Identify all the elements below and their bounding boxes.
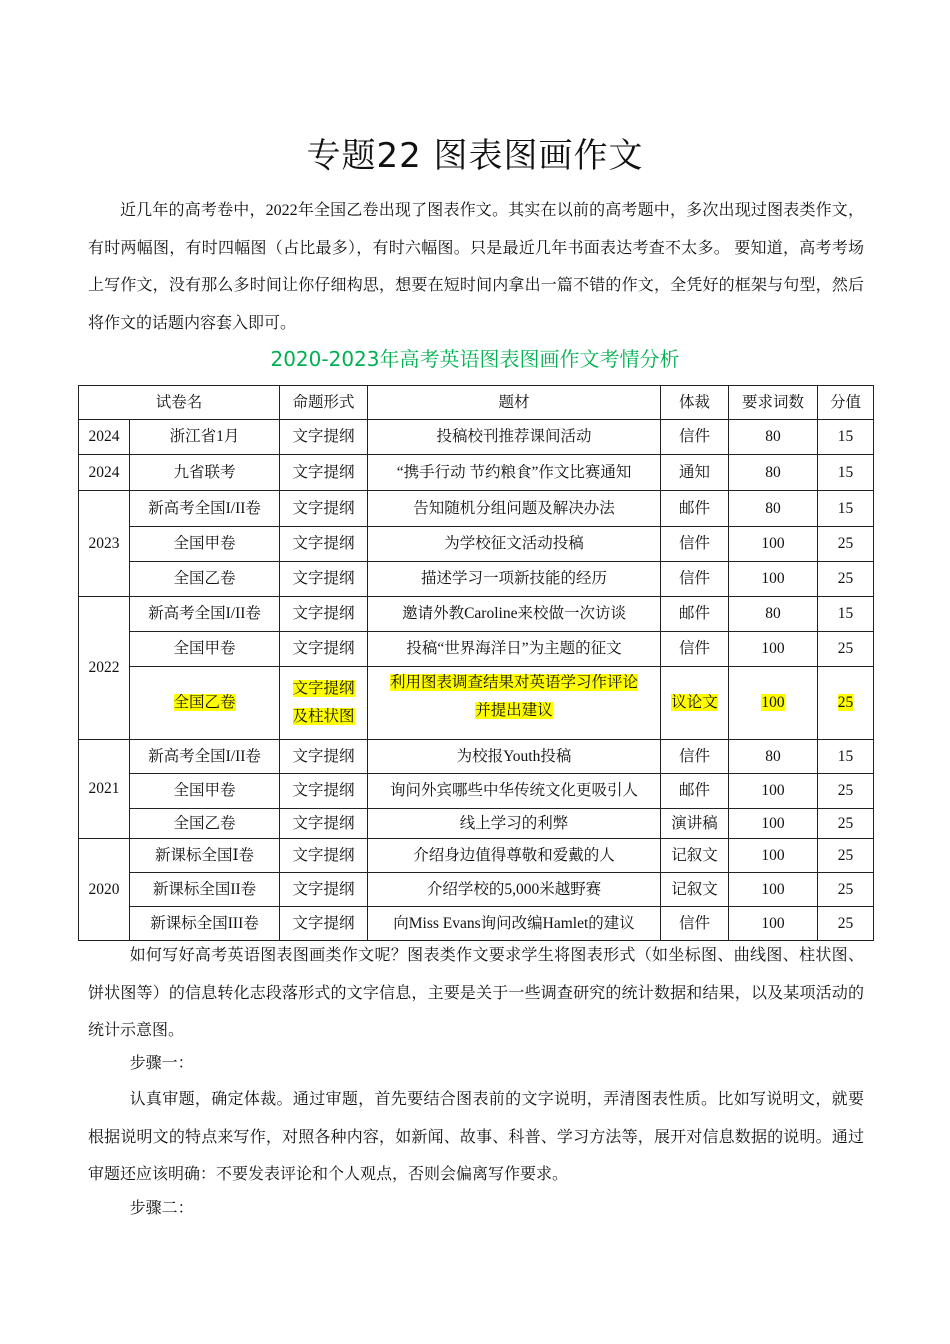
words-cell: 100 (729, 632, 818, 667)
words-cell: 80 (729, 740, 818, 774)
words-cell: 80 (729, 491, 818, 527)
genre-cell: 记叙文 (661, 839, 729, 873)
intro-paragraph: 近几年的高考卷中，2022年全国乙卷出现了图表作文。其实在以前的高考题中，多次出现过图表类作文，有时两幅图，有时四幅图（占比最多），有时六幅图。只是最近几年书面表达考查不太多。 要知道，高考考场上写作文，没有那么多时间让你仔细构思，想要在短时间内拿出一篇不错的作文，全凭好的框架与句型，然后将作文的话题内容套入即可。 (88, 202, 864, 332)
words-cell: 100 (729, 873, 818, 907)
genre-cell: 邮件 (661, 491, 729, 527)
words-cell: 100 (729, 907, 818, 941)
form-cell: 文字提纲 (280, 527, 368, 562)
words-cell (729, 667, 818, 740)
table-row (79, 873, 874, 907)
paper-cell: 全国乙卷 (130, 809, 280, 839)
paper-cell: 新高考全国I/II卷 (130, 491, 280, 527)
words-cell: 80 (729, 420, 818, 455)
words-cell: 100 (729, 839, 818, 873)
form-cell: 文字提纲 (280, 809, 368, 839)
table-row (79, 907, 874, 941)
table-row (79, 455, 874, 491)
highlighted-text: 25 (837, 694, 854, 711)
table-header-row (79, 386, 874, 420)
genre-cell: 信件 (661, 527, 729, 562)
topic-cell: 为校报Youth投稿 (368, 740, 661, 774)
genre-cell: 信件 (661, 907, 729, 941)
paper-cell: 新课标全国III卷 (130, 907, 280, 941)
genre-cell: 信件 (661, 632, 729, 667)
highlighted-text: 并提出建议 (475, 702, 553, 719)
table-row (79, 491, 874, 527)
table-row (79, 597, 874, 632)
highlighted-text: 及柱状图 (292, 708, 355, 725)
topic-cell: 投稿“世界海洋日”为主题的征文 (368, 632, 661, 667)
paper-cell: 全国甲卷 (130, 632, 280, 667)
table-title: 2020-2023年高考英语图表图画作文考情分析 (270, 347, 680, 371)
paper-cell: 新课标全国II卷 (130, 873, 280, 907)
topic-cell: 介绍身边值得尊敬和爱戴的人 (368, 839, 661, 873)
words-cell: 100 (729, 527, 818, 562)
year-cell: 2023 (79, 491, 130, 597)
genre-cell (661, 667, 729, 740)
topic-cell: 投稿校刊推荐课间活动 (368, 420, 661, 455)
words-cell: 100 (729, 562, 818, 597)
header-words: 要求词数 (729, 386, 818, 420)
body-paragraph: 认真审题，确定体裁。通过审题，首先要结合图表前的文字说明，弄清图表性质。比如写说明文，就要根据说明文的特点来写作，对照各种内容，如新闻、故事、科普、学习方法等，展开对信息数据的说明。通过审题还应该明确：不要发表评论和个人观点，否则会偏离写作要求。 (88, 1091, 864, 1183)
paper-cell: 全国乙卷 (130, 562, 280, 597)
year-cell: 2024 (79, 455, 130, 491)
topic-cell: 描述学习一项新技能的经历 (368, 562, 661, 597)
header-score: 分值 (818, 386, 874, 420)
step-heading: 步骤一： (129, 1055, 194, 1072)
paper-cell: 新高考全国I/II卷 (130, 740, 280, 774)
genre-cell: 演讲稿 (661, 809, 729, 839)
topic-cell: 告知随机分组问题及解决办法 (368, 491, 661, 527)
score-cell: 25 (818, 809, 874, 839)
genre-cell: 邮件 (661, 597, 729, 632)
score-cell (818, 667, 874, 740)
score-cell: 25 (818, 562, 874, 597)
table-row (79, 809, 874, 839)
paper-cell: 新课标全国Ⅰ卷 (130, 839, 280, 873)
words-cell: 100 (729, 809, 818, 839)
topic-cell: 介绍学校的5,000米越野赛 (368, 873, 661, 907)
score-cell: 15 (818, 420, 874, 455)
paper-cell: 九省联考 (130, 455, 280, 491)
score-cell: 15 (818, 491, 874, 527)
form-cell: 文字提纲 (280, 740, 368, 774)
words-cell: 100 (729, 774, 818, 809)
highlighted-text: 文字提纲 (292, 680, 355, 697)
highlighted-text: 议论文 (671, 694, 718, 711)
body-paragraph: 如何写好高考英语图表图画类作文呢？图表类作文要求学生将图表形式（如坐标图、曲线图、柱状图、饼状图等）的信息转化志段落形式的文字信息，主要是关于一些调查研究的统计数据和结果，以及某项活动的统计示意图。 (88, 947, 864, 1039)
genre-cell: 记叙文 (661, 873, 729, 907)
highlighted-text: 100 (761, 694, 785, 711)
year-cell: 2020 (79, 839, 130, 941)
highlighted-text: 全国乙卷 (173, 694, 236, 711)
paper-cell: 新高考全国I/II卷 (130, 597, 280, 632)
paper-cell: 全国甲卷 (130, 527, 280, 562)
topic-cell: “携手行动 节约粮食”作文比赛通知 (368, 455, 661, 491)
form-cell: 文字提纲 (280, 839, 368, 873)
form-cell: 文字提纲 (280, 632, 368, 667)
paper-cell: 全国甲卷 (130, 774, 280, 809)
genre-cell: 信件 (661, 740, 729, 774)
form-cell (280, 667, 368, 740)
score-cell: 15 (818, 740, 874, 774)
form-cell: 文字提纲 (280, 907, 368, 941)
score-cell: 25 (818, 632, 874, 667)
score-cell: 25 (818, 907, 874, 941)
step-heading: 步骤二： (129, 1200, 194, 1217)
topic-cell (368, 667, 661, 740)
score-cell: 25 (818, 839, 874, 873)
score-cell: 15 (818, 455, 874, 491)
form-cell: 文字提纲 (280, 774, 368, 809)
header-genre: 体裁 (661, 386, 729, 420)
header-form: 命题形式 (280, 386, 368, 420)
header-topic: 题材 (368, 386, 661, 420)
score-cell: 25 (818, 774, 874, 809)
exam-analysis-table (78, 385, 874, 941)
form-cell: 文字提纲 (280, 873, 368, 907)
form-cell: 文字提纲 (280, 420, 368, 455)
genre-cell: 邮件 (661, 774, 729, 809)
year-cell: 2022 (79, 597, 130, 740)
year-cell: 2024 (79, 420, 130, 455)
table-row (79, 527, 874, 562)
topic-cell: 询问外宾哪些中华传统文化更吸引人 (368, 774, 661, 809)
year-cell: 2021 (79, 740, 130, 839)
page-title: 专题22 图表图画作文 (306, 136, 644, 176)
topic-cell: 邀请外教Caroline来校做一次访谈 (368, 597, 661, 632)
score-cell: 25 (818, 527, 874, 562)
form-cell: 文字提纲 (280, 562, 368, 597)
table-row (79, 562, 874, 597)
table-row (79, 420, 874, 455)
paper-cell (130, 667, 280, 740)
genre-cell: 信件 (661, 420, 729, 455)
table-row (79, 632, 874, 667)
words-cell: 80 (729, 597, 818, 632)
table-row (79, 774, 874, 809)
topic-cell: 线上学习的利弊 (368, 809, 661, 839)
highlighted-text: 利用图表调查结果对英语学习作评论 (390, 674, 639, 691)
table-row (79, 839, 874, 873)
score-cell: 25 (818, 873, 874, 907)
form-cell: 文字提纲 (280, 455, 368, 491)
genre-cell: 通知 (661, 455, 729, 491)
header-paper: 试卷名 (79, 386, 280, 420)
topic-cell: 为学校征文活动投稿 (368, 527, 661, 562)
table-row-highlighted (79, 667, 874, 740)
form-cell: 文字提纲 (280, 491, 368, 527)
score-cell: 15 (818, 597, 874, 632)
table-row (79, 740, 874, 774)
form-cell: 文字提纲 (280, 597, 368, 632)
topic-cell: 向Miss Evans询问改编Hamlet的建议 (368, 907, 661, 941)
words-cell: 80 (729, 455, 818, 491)
genre-cell: 信件 (661, 562, 729, 597)
paper-cell: 浙江省1月 (130, 420, 280, 455)
